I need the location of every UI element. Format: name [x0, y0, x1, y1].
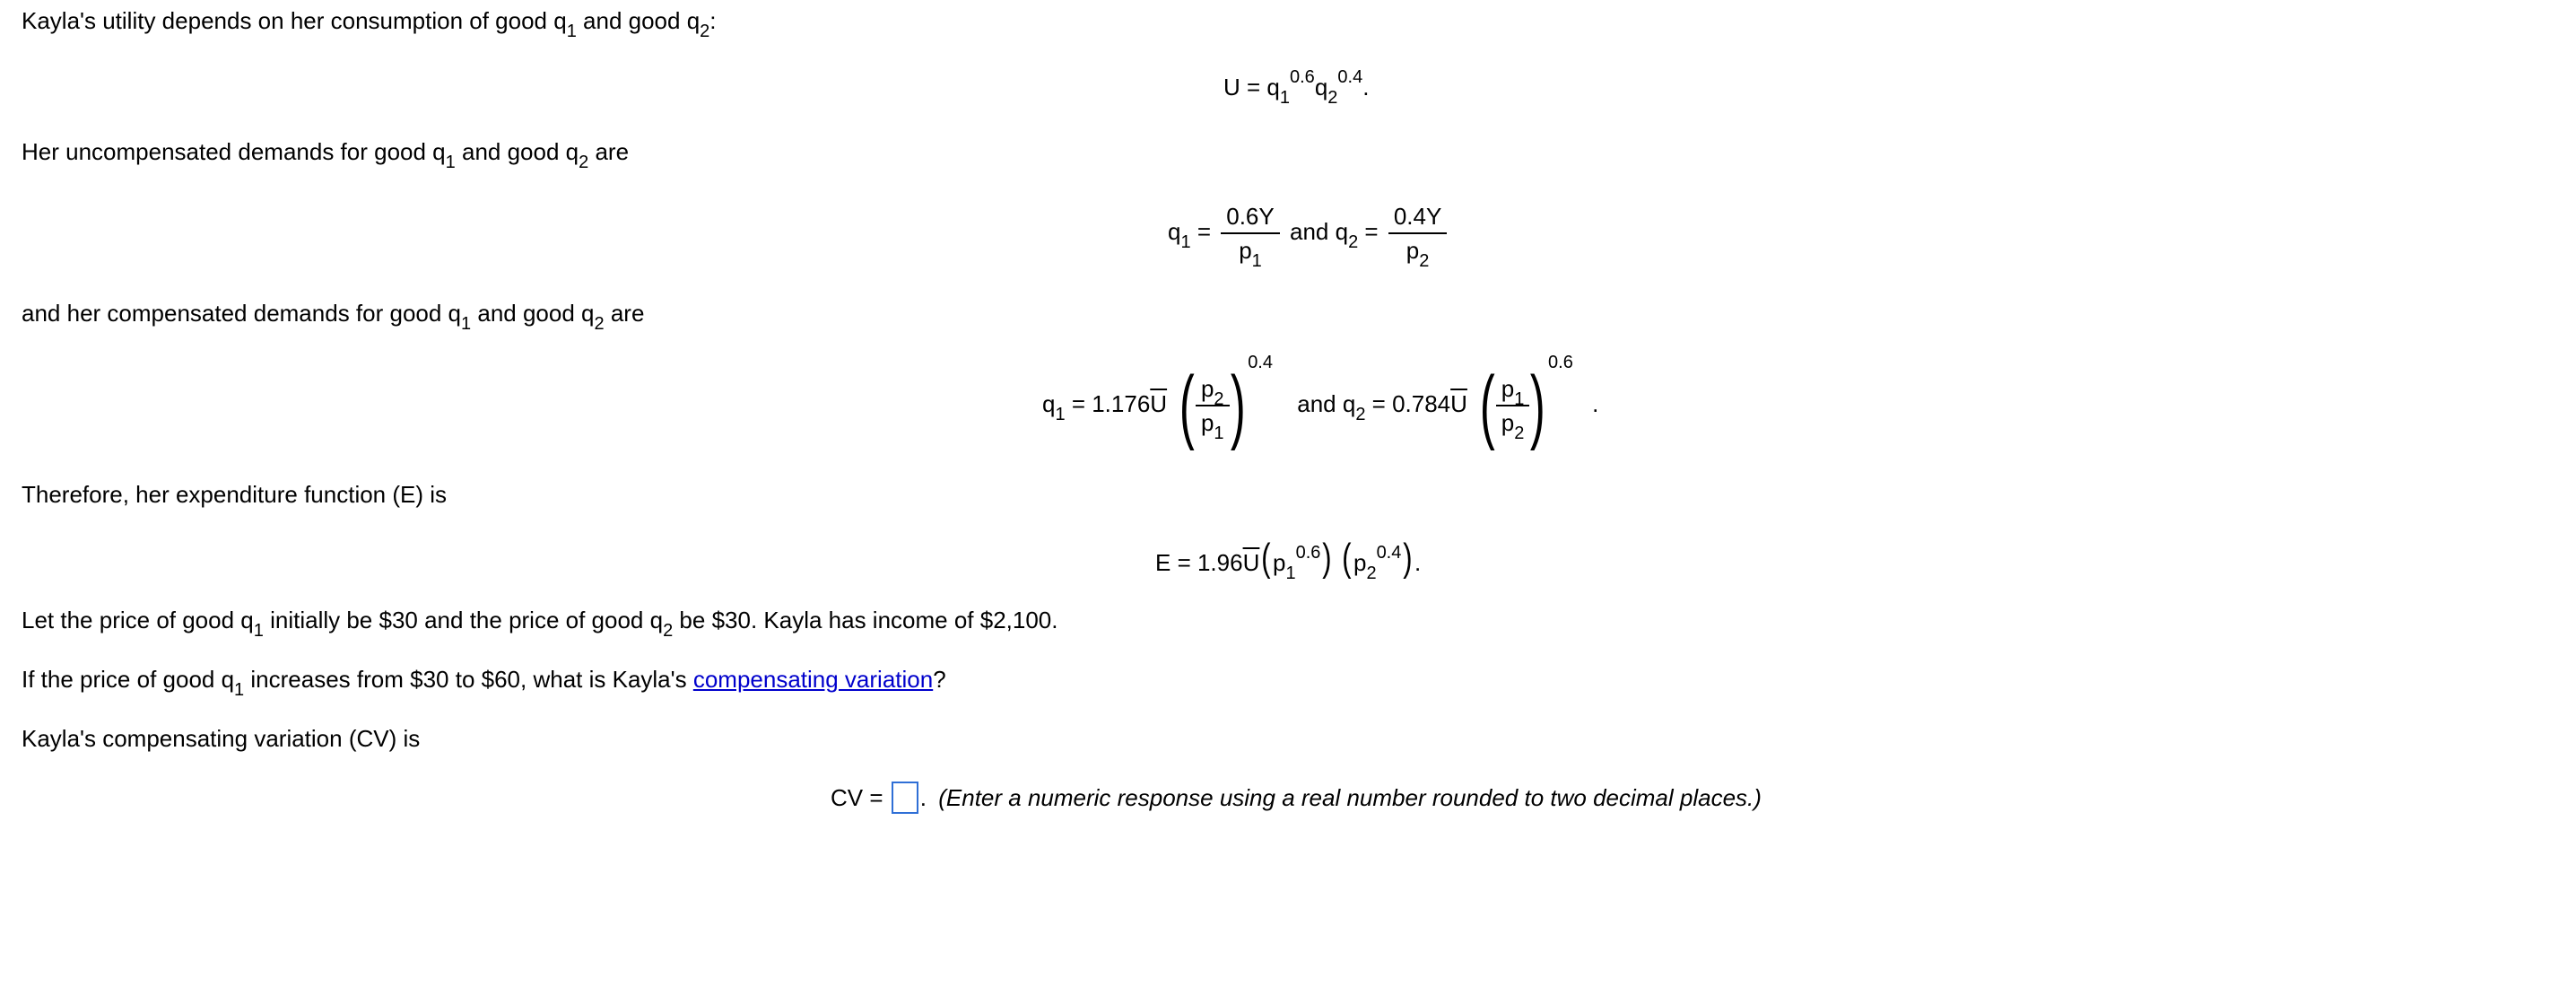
utility-exp2: 0.4 [1337, 67, 1363, 87]
utility-end: . [1362, 74, 1370, 100]
cv-answer-input[interactable] [892, 782, 918, 814]
expenditure-intro [22, 479, 447, 510]
expenditure-ubar: $\overline{U}$ [1242, 549, 1260, 576]
comp-paren-group-1 [1173, 353, 1273, 452]
utility-exp1: 0.6 [1290, 67, 1315, 87]
comp-text-c: are [604, 300, 645, 327]
expenditure-p2-exp: 0.4 [1376, 543, 1402, 563]
comp-den2-p: p [1501, 409, 1515, 437]
cv-after-period: . [919, 784, 927, 811]
cv-intro [22, 723, 420, 754]
question-sub1: 1 [234, 680, 245, 700]
utility-q2: q [1314, 74, 1328, 100]
intro-text-a: Kayla's utility depends on her consumption of good q [22, 7, 567, 34]
comp-fraction-1-numerator [1196, 375, 1230, 410]
compensating-variation-link[interactable]: compensating variation [692, 666, 934, 693]
utility-sub1: 1 [1279, 88, 1290, 108]
prices-text-c: be $30. Kayla has income of $2,100. [673, 607, 1058, 633]
comp-fraction-2-denominator [1496, 406, 1530, 444]
expenditure-intro-text: Therefore, her expenditure function (E) is [22, 481, 448, 508]
cv-intro-text: Kayla's compensating variation (CV) is [22, 725, 421, 752]
compensated-equation [1042, 353, 1599, 452]
comp-fraction-1 [1196, 375, 1230, 444]
uncomp-den2-sub: 2 [1419, 251, 1430, 271]
comp-eq-coef1: = 1.176 [1065, 390, 1151, 417]
uncomp-eq-q1: q [1168, 217, 1181, 245]
question-text [22, 664, 946, 700]
utility-sub2: 2 [1327, 88, 1338, 108]
uncomp-text-c: are [588, 138, 630, 165]
compensated-intro [22, 298, 645, 334]
uncomp-eq-equals2: = [1358, 217, 1379, 245]
cv-instruction: (Enter a numeric response using a real number rounded to two decimal places.) [938, 784, 1762, 811]
comp-exp2: 0.6 [1548, 353, 1573, 373]
expenditure-p1-exp: 0.6 [1295, 543, 1321, 563]
comp-num1-sub: 2 [1214, 389, 1224, 410]
uncomp-text-b: and good q [455, 138, 579, 165]
comp-fraction-2-numerator [1496, 375, 1530, 410]
comp-fraction-2 [1496, 375, 1530, 444]
comp-fraction-1-denominator [1196, 406, 1230, 444]
uncomp-sub2: 2 [579, 153, 589, 172]
cv-label: CV = [831, 784, 883, 811]
intro-sub1: 1 [566, 22, 577, 41]
comp-text-a: and her compensated demands for good q [22, 300, 462, 327]
comp-num2-sub: 1 [1514, 389, 1525, 410]
comp-num1-p: p [1200, 375, 1214, 403]
intro-text-b: and good q [576, 7, 701, 34]
comp-sub1: 1 [461, 314, 472, 334]
comp-eq-sub2: 2 [1355, 405, 1366, 424]
left-paren-icon: ( [1179, 360, 1196, 452]
intro-sub2: 2 [700, 22, 710, 41]
uncomp-fraction-1-denominator [1221, 234, 1280, 271]
comp-eq-ubar2: $\overline{U}$ [1450, 390, 1467, 417]
expenditure-p2-sub: 2 [1366, 563, 1377, 583]
comp-den1-sub: 1 [1214, 424, 1224, 444]
prices-sub2: 2 [663, 621, 674, 641]
prices-text [22, 605, 1058, 641]
uncomp-fraction-2-denominator [1388, 234, 1448, 271]
uncomp-den2-p: p [1405, 237, 1420, 264]
uncomp-fraction-1-numerator: 0.6Y [1221, 203, 1280, 234]
intro-text-c: : [709, 7, 717, 34]
comp-exp1: 0.4 [1248, 353, 1273, 373]
expenditure-lhs: E = 1.96 [1155, 549, 1243, 576]
comp-eq-coef2: = 0.784 [1365, 390, 1451, 417]
uncomp-eq-and: and q [1289, 217, 1349, 245]
expenditure-p1: p [1273, 549, 1286, 576]
expenditure-p1-sub: 1 [1285, 563, 1296, 583]
left-paren-icon: ( [1261, 536, 1271, 580]
uncomp-den1-p: p [1239, 237, 1252, 264]
uncomp-eq-sub1: 1 [1180, 231, 1191, 252]
uncomp-text-a: Her uncompensated demands for good q [22, 138, 446, 165]
utility-lhs: U = q [1223, 74, 1280, 100]
left-paren-icon: ( [1480, 360, 1495, 452]
expenditure-equation [1155, 536, 1422, 583]
question-text-c: ? [933, 666, 946, 693]
right-paren-icon: ) [1230, 360, 1246, 452]
uncomp-den1-sub: 1 [1251, 251, 1262, 271]
prices-sub1: 1 [253, 621, 264, 641]
uncomp-fraction-2-numerator: 0.4Y [1388, 203, 1448, 234]
answer-row [831, 782, 1762, 816]
comp-den1-p: p [1200, 409, 1214, 437]
comp-text-b: and good q [471, 300, 595, 327]
comp-sub2: 2 [594, 314, 605, 334]
intro-text [22, 5, 717, 41]
prices-text-b: initially be $30 and the price of good q [263, 607, 664, 633]
right-paren-icon: ) [1322, 536, 1332, 580]
comp-eq-q1: q [1042, 390, 1056, 417]
uncompensated-equation [1168, 203, 1450, 271]
uncomp-fraction-2 [1388, 203, 1448, 271]
question-text-a: If the price of good q [22, 666, 235, 693]
uncomp-eq-sub2: 2 [1348, 231, 1359, 252]
question-text-b: increases from $30 to $60, what is Kayla's [244, 666, 693, 693]
comp-paren-group-2 [1474, 353, 1573, 452]
expenditure-p2: p [1353, 549, 1367, 576]
comp-eq-and: and q [1297, 390, 1356, 417]
uncompensated-intro [22, 136, 630, 172]
uncomp-eq-equals1: = [1190, 217, 1212, 245]
comp-eq-sub1: 1 [1055, 405, 1066, 424]
left-paren-icon: ( [1342, 536, 1352, 580]
uncomp-sub1: 1 [445, 153, 456, 172]
utility-equation [1223, 67, 1370, 108]
expenditure-end: . [1414, 549, 1422, 576]
comp-num2-p: p [1501, 375, 1515, 403]
right-paren-icon: ) [1403, 536, 1413, 580]
comp-eq-end: . [1592, 390, 1599, 417]
comp-den2-sub: 2 [1514, 424, 1525, 444]
uncomp-fraction-1 [1221, 203, 1280, 271]
right-paren-icon: ) [1530, 360, 1546, 452]
prices-text-a: Let the price of good q [22, 607, 254, 633]
comp-eq-ubar1: $\overline{U}$ [1150, 390, 1168, 417]
